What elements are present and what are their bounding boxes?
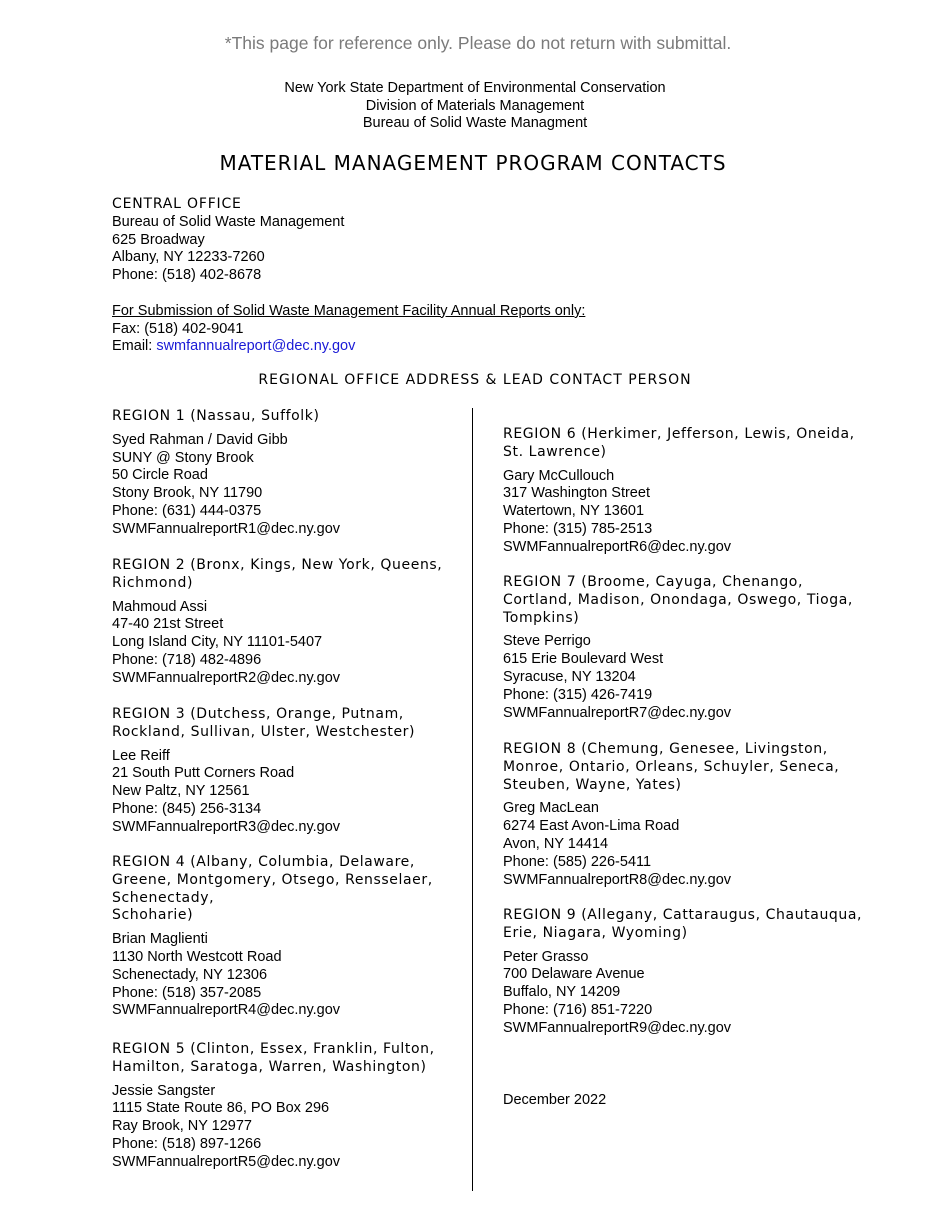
region-contact: Peter Grasso	[503, 948, 589, 965]
region-line: 21 South Putt Corners Road	[112, 765, 295, 782]
region-line: 615 Erie Boulevard West	[503, 651, 664, 668]
region-phone: Phone: (845) 256-3134	[112, 800, 262, 817]
region-contact: Steve Perrigo	[503, 633, 591, 650]
agency-name: New York State Department of Environmental Conservation	[284, 80, 666, 96]
central-office-heading: CENTRAL OFFICE	[112, 196, 242, 212]
region-title: REGION 8 (Chemung, Genesee, Livingston, Monroe, Ontario, Orleans, Schuyler, Seneca, Steuben, Wayne, Yates)	[503, 741, 840, 793]
region-6-block	[503, 426, 863, 557]
region-line: 317 Washington Street	[503, 485, 650, 502]
region-title: REGION 5 (Clinton, Essex, Franklin, Fulton, Hamilton, Saratoga, Warren, Washington)	[112, 1041, 435, 1075]
region-phone: Phone: (585) 226-5411	[503, 853, 652, 870]
region-line: 1115 State Route 86, PO Box 296	[112, 1100, 330, 1117]
bureau-name: Bureau of Solid Waste Managment	[362, 115, 588, 132]
region-email: SWMFannualreportR2@dec.ny.gov	[112, 669, 341, 686]
region-email: SWMFannualreportR1@dec.ny.gov	[112, 520, 341, 537]
region-phone: Phone: (315) 785-2513	[503, 520, 653, 537]
region-contact: Brian Maglienti	[112, 931, 208, 948]
email-label: Email:	[112, 338, 157, 355]
central-office-line: Bureau of Solid Waste Management	[112, 213, 345, 230]
region-phone: Phone: (718) 482-4896	[112, 651, 262, 668]
region-line: 1130 North Westcott Road	[112, 948, 282, 965]
region-line: Syracuse, NY 13204	[503, 668, 636, 685]
central-office-email-row	[112, 338, 812, 356]
central-office-line: Albany, NY 12233-7260	[112, 249, 265, 266]
column-divider	[472, 408, 473, 1191]
region-1-block	[112, 408, 464, 539]
page-title: MATERIAL MANAGEMENT PROGRAM CONTACTS	[219, 151, 727, 175]
region-line: New Paltz, NY 12561	[112, 783, 250, 800]
region-title: REGION 9 (Allegany, Cattaraugus, Chautauqua, Erie, Niagara, Wyoming)	[503, 907, 863, 941]
region-line: Schenectady, NY 12306	[112, 966, 268, 983]
central-office-phone: Phone: (518) 402-8678	[112, 267, 262, 284]
region-7-block	[503, 574, 863, 722]
region-3-block	[112, 706, 464, 837]
reference-notice: *This page for reference only. Please do not return with submittal.	[224, 33, 732, 53]
central-office-fax: Fax: (518) 402-9041	[112, 320, 244, 337]
region-4-block	[112, 854, 464, 1020]
region-5-block	[112, 1041, 464, 1172]
region-line: Avon, NY 14414	[503, 835, 609, 852]
region-title	[112, 854, 464, 925]
region-2-block	[112, 557, 464, 688]
region-email: SWMFannualreportR9@dec.ny.gov	[503, 1019, 732, 1036]
region-email: SWMFannualreportR3@dec.ny.gov	[112, 818, 341, 835]
region-line: 6274 East Avon-Lima Road	[503, 818, 680, 835]
region-title: REGION 1 (Nassau, Suffolk)	[112, 408, 320, 424]
region-contact: Gary McCullouch	[503, 467, 615, 484]
division-name: Division of Materials Management	[365, 97, 585, 114]
submission-note: For Submission of Solid Waste Management Facility Annual Reports only:	[112, 302, 586, 319]
region-phone: Phone: (631) 444-0375	[112, 502, 262, 519]
central-office-line: 625 Broadway	[112, 231, 205, 248]
region-contact: Jessie Sangster	[112, 1082, 216, 1099]
region-line: Ray Brook, NY 12977	[112, 1118, 252, 1135]
agency-header	[0, 80, 950, 133]
region-line: Long Island City, NY 11101-5407	[112, 634, 323, 651]
region-email: SWMFannualreportR8@dec.ny.gov	[503, 871, 732, 888]
region-email: SWMFannualreportR4@dec.ny.gov	[112, 1002, 341, 1019]
region-email: SWMFannualreportR6@dec.ny.gov	[503, 538, 732, 555]
central-office-block	[112, 196, 812, 356]
region-title: REGION 2 (Bronx, Kings, New York, Queens, Richmond)	[112, 557, 443, 591]
region-9-block	[503, 907, 863, 1038]
region-phone: Phone: (518) 357-2085	[112, 984, 262, 1001]
region-contact: Syed Rahman / David Gibb	[112, 431, 288, 448]
region-email: SWMFannualreportR7@dec.ny.gov	[503, 704, 732, 721]
region-title: REGION 3 (Dutchess, Orange, Putnam, Rockland, Sullivan, Ulster, Westchester)	[112, 706, 416, 740]
region-contact: Greg MacLean	[503, 800, 599, 817]
region-line: Watertown, NY 13601	[503, 503, 645, 520]
region-title-text: REGION 4 (Albany, Columbia, Delaware, Greene, Montgomery, Otsego, Rensselaer, Schenectady, Schoharie)	[112, 854, 433, 924]
region-line: Stony Brook, NY 11790	[112, 485, 263, 502]
regional-offices-heading: REGIONAL OFFICE ADDRESS & LEAD CONTACT PERSON	[258, 372, 692, 388]
central-office-email-link[interactable]: swmfannualreport@dec.ny.gov	[156, 338, 356, 355]
region-line: 50 Circle Road	[112, 467, 208, 484]
region-line: 700 Delaware Avenue	[503, 966, 645, 983]
region-title: REGION 6 (Herkimer, Jefferson, Lewis, Oneida, St. Lawrence)	[503, 426, 855, 460]
region-contact: Lee Reiff	[112, 747, 170, 764]
region-title: REGION 7 (Broome, Cayuga, Chenango, Cortland, Madison, Onondaga, Oswego, Tioga, Tompkins)	[503, 574, 853, 626]
region-phone: Phone: (716) 851-7220	[503, 1001, 653, 1018]
region-phone: Phone: (518) 897-1266	[112, 1135, 262, 1152]
region-line: Buffalo, NY 14209	[503, 984, 621, 1001]
region-line: 47-40 21st Street	[112, 616, 224, 633]
region-email: SWMFannualreportR5@dec.ny.gov	[112, 1153, 341, 1170]
region-line: SUNY @ Stony Brook	[112, 449, 254, 466]
document-date: December 2022	[503, 1092, 607, 1108]
region-8-block	[503, 741, 863, 889]
region-phone: Phone: (315) 426-7419	[503, 686, 653, 703]
region-contact: Mahmoud Assi	[112, 598, 208, 615]
